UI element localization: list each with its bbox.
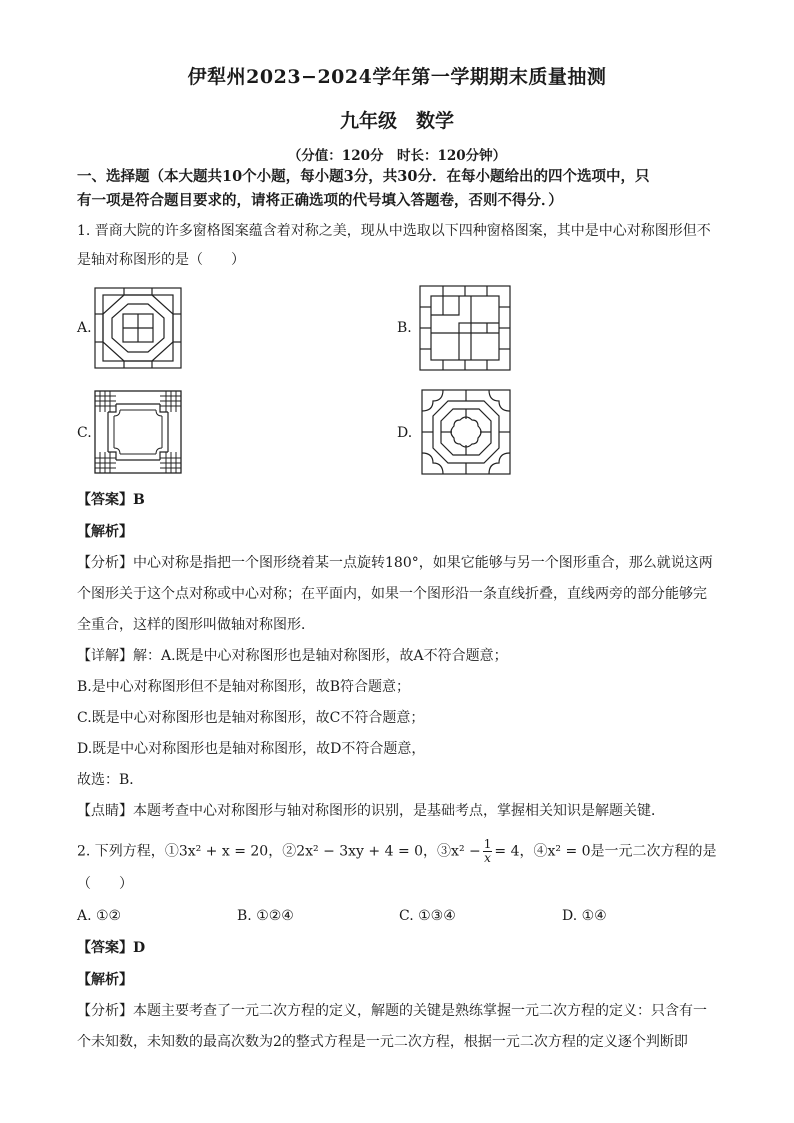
q1-option-d-label: D. (397, 425, 413, 441)
q2-eq3-mark: ③ (437, 843, 452, 860)
q1-answer: 【答案】B (77, 492, 145, 508)
q2-eq3-fraction (483, 838, 493, 865)
q1-detail-line2: B.是中心对称图形但不是轴对称图形，故B符合题意； (77, 679, 411, 695)
q2-analysis-line2: 个未知数，未知数的最高次数为2的整式方程是一元二次方程，根据一元二次方程的定义逐个判断即 (77, 1034, 688, 1050)
q2-separator: ， (423, 843, 438, 860)
q2-analysis-tag: 【解析】 (77, 972, 133, 988)
q2-eq3-right: = 4 (494, 843, 520, 860)
q1-stem-line2: 是轴对称图形的是（ ） (77, 252, 245, 268)
q2-separator: ， (268, 843, 283, 860)
q1-analysis-tag: 【解析】 (77, 524, 133, 540)
q2-eq4-mark: ④ (533, 843, 548, 860)
q1-analysis-line1: 【分析】中心对称是指把一个图形绕着某一点旋转180°，如果它能够与另一个图形重合，那么就说这两 (77, 555, 713, 571)
q2-eq3-left: x² − (451, 843, 481, 860)
section-heading-line1: 一、选择题（本大题共10个小题，每小题3分，共30分．在每小题给出的四个选项中，只 (77, 168, 650, 185)
q1-option-d-figure (421, 389, 511, 475)
q2-eq3-denominator: x (484, 851, 491, 865)
q2-eq1-mark: ① (164, 843, 179, 860)
q2-stem-line1 (77, 838, 737, 865)
q2-stem-prefix: 2. 下列方程， (77, 843, 165, 860)
q2-eq1: 3x² + x = 20 (178, 843, 269, 860)
q2-eq2: 2x² − 3xy + 4 = 0 (296, 843, 424, 860)
q1-conclusion: 故选：B． (77, 772, 144, 788)
q1-option-c-figure (94, 390, 182, 474)
q2-eq3-numerator: 1 (483, 837, 492, 851)
q1-detail-line3: C.既是中心对称图形也是轴对称图形，故C不符合题意； (77, 710, 425, 726)
exam-title: 伊犁州2023−2024学年第一学期期末质量抽测 (187, 66, 607, 88)
q1-analysis-line2: 个图形关于这个点对称或中心对称；在平面内，如果一个图形沿一条直线折叠，直线两旁的部分能够完 (77, 586, 707, 602)
q1-stem-line1: 1. 晋商大院的许多窗格图案蕴含着对称之美，现从中选取以下四种窗格图案，其中是中心对称图形但不 (77, 223, 711, 239)
q2-eq2-mark: ② (282, 843, 297, 860)
section-heading-line2: 有一项是符合题目要求的，请将正确选项的代号填入答题卷，否则不得分．） (77, 192, 563, 209)
q1-analysis-line3: 全重合，这样的图形叫做轴对称图形． (77, 617, 315, 633)
q1-detail-line4: D.既是中心对称图形也是轴对称图形，故D不符合题意， (77, 741, 426, 757)
q1-option-c-label: C. (77, 425, 92, 441)
q2-analysis-line1: 【分析】本题主要考查了一元二次方程的定义，解题的关键是熟练掌握一元二次方程的定义：只含有一 (77, 1003, 707, 1019)
q2-separator: ， (519, 843, 534, 860)
q2-answer: 【答案】D (77, 940, 146, 956)
q2-eq4: x² = 0 (547, 843, 591, 860)
q2-choice-c: C. ①③④ (399, 908, 456, 924)
q1-option-b-figure (419, 285, 511, 371)
q1-detail-line1: 【详解】解：A.既是中心对称图形也是轴对称图形，故A不符合题意； (77, 648, 508, 664)
q1-option-b-label: B. (397, 320, 412, 336)
q1-option-a-label: A. (77, 320, 92, 336)
q2-paren: （ ） (77, 876, 133, 892)
q2-choice-b: B. ①②④ (237, 908, 294, 924)
q1-comment: 【点睛】本题考查中心对称图形与轴对称图形的识别，是基础考点，掌握相关知识是解题关键． (77, 803, 665, 819)
q2-choice-a: A. ①② (77, 908, 122, 924)
q2-choice-d: D. ①④ (562, 908, 607, 924)
exam-meta: （分值：120分 时长：120分钟） (287, 148, 507, 164)
q2-stem-suffix: 是一元二次方程的是 (590, 843, 717, 860)
exam-subtitle: 九年级 数学 (339, 110, 454, 132)
q1-option-a-figure (94, 287, 182, 369)
